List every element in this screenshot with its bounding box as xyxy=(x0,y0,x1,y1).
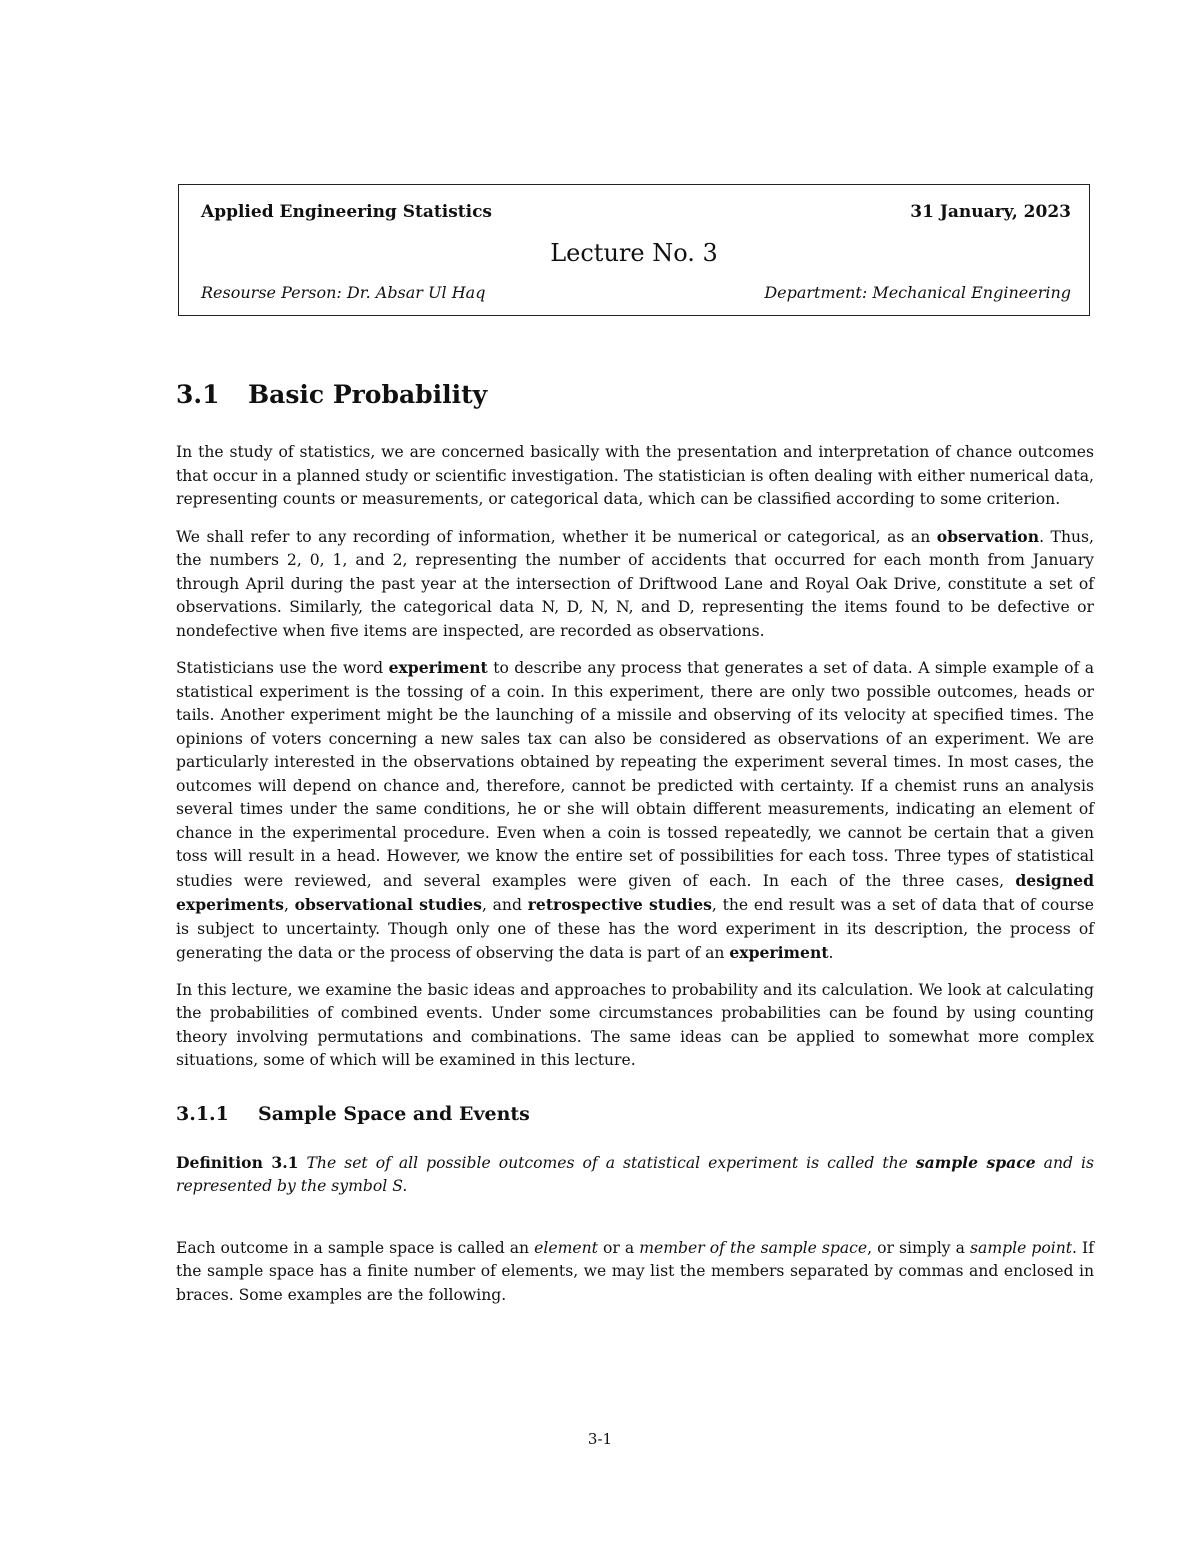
paragraph-sample-points xyxy=(176,1237,1094,1308)
page-content xyxy=(176,380,1094,1320)
term-sample-point: sample point xyxy=(970,1238,1073,1257)
term-member: member of the sample space xyxy=(639,1238,868,1257)
text-run: and is represented by the symbol S. xyxy=(176,1153,1094,1195)
subsection-heading xyxy=(176,1103,1094,1125)
resource-person: Resourse Person: Dr. Absar Ul Haq xyxy=(201,283,486,302)
page-number: 3-1 xyxy=(587,1430,613,1448)
definition-block xyxy=(176,1151,1094,1199)
paragraph-observation xyxy=(176,525,1094,644)
text-run: , the end result was a set of data that of course is subject to uncertainty. Though only one of these has the word experiment in its description, the process of generating the data or the process of observing the data is part of an xyxy=(176,896,1094,962)
text-run: , and xyxy=(481,896,528,914)
department: Department: Mechanical Engineering xyxy=(764,283,1071,302)
text-run: to describe any process that generates a set of data. A simple example of a statistical experiment is the tossing of a coin. In this experiment, there are only two possible outcomes, heads or tails. Another experiment might be the launching of a missile and observing of its velocity at specified times. The opinions of voters concerning a new sales tax can also be considered as observations of an experiment. We are particularly interested in the observations obtained by repeating the experiment several times. In most cases, the outcomes will depend on chance and, therefore, cannot be predicted with certainty. If a chemist runs an analysis several times under the same conditions, he or she will obtain different measurements, indicating an element of chance in the experimental procedure. Even when a coin is tossed repeatedly, we cannot be certain that a given toss will result in a head. However, we know the entire set of possibilities for each toss. Three types of statistical studies were reviewed, and several examples were given of each. In each of the three cases, xyxy=(176,659,1094,890)
definition-label: Definition 3.1 xyxy=(176,1152,299,1172)
paragraph-lecture-overview: In this lecture, we examine the basic ideas and approaches to probability and its calculation. We look at calculating the probabilities of combined events. Under some circumstances probabilities can be found by using counting theory involving permutations and combinations. The same ideas can be applied to somewhat more complex situations, some of which will be examined in this lecture. xyxy=(176,980,1094,1069)
term-sample-space: sample space xyxy=(915,1152,1036,1172)
term-observation: observation xyxy=(936,526,1040,546)
term-experiment: experiment xyxy=(388,658,488,677)
lecture-header-box xyxy=(178,184,1090,316)
text-run: We shall refer to any recording of information, whether it be numerical or categorical, as an xyxy=(176,527,937,546)
text-run: , or simply a xyxy=(867,1238,971,1257)
lecture-number: Lecture No. 3 xyxy=(550,239,718,267)
course-title: Applied Engineering Statistics xyxy=(201,202,492,222)
text-run: . xyxy=(828,944,834,962)
text-run: Each outcome in a sample space is called an xyxy=(176,1238,535,1257)
definition-text xyxy=(176,1154,1094,1196)
text-run: , xyxy=(283,896,295,914)
text-run: Statisticians use the word xyxy=(176,659,389,677)
paragraph-intro: In the study of statistics, we are concerned basically with the presentation and interpretation of chance outcomes that occur in a planned study or scientific investigation. The statistician is often dealing with either numerical data, representing counts or measurements, or categorical data, which can be classified according to some criterion. xyxy=(176,443,1094,508)
section-title: Basic Probability xyxy=(248,380,488,409)
subsection-number: 3.1.1 xyxy=(176,1102,229,1125)
subsection-title: Sample Space and Events xyxy=(258,1102,530,1125)
text-run: The set of all possible outcomes of a statistical experiment is called the xyxy=(306,1153,916,1172)
section-number: 3.1 xyxy=(176,380,220,409)
term-experiment-2: experiment xyxy=(729,943,829,962)
term-retrospective-studies: retrospective studies xyxy=(527,895,712,914)
text-run: or a xyxy=(597,1238,640,1257)
text-run: . If the sample space has a finite number of elements, we may list the members separated by commas and enclosed in braces. Some examples are the following. xyxy=(176,1238,1094,1304)
paragraph-experiment xyxy=(176,656,1094,966)
term-element: element xyxy=(534,1238,598,1257)
section-heading xyxy=(176,380,1094,409)
term-designed-experiments: designed experiments xyxy=(176,870,1094,914)
lecture-date: 31 January, 2023 xyxy=(910,202,1071,222)
text-run: . Thus, the numbers 2, 0, 1, and 2, representing the number of accidents that occurred for each month from January through April during the past year at the intersection of Driftwood Lane and Royal Oak Drive, constitute a set of observations. Similarly, the categorical data N, D, N, N, and D, representing the items found to be defective or nondefective when five items are inspected, are recorded as observations. xyxy=(176,527,1094,640)
term-observational-studies: observational studies xyxy=(294,895,482,914)
